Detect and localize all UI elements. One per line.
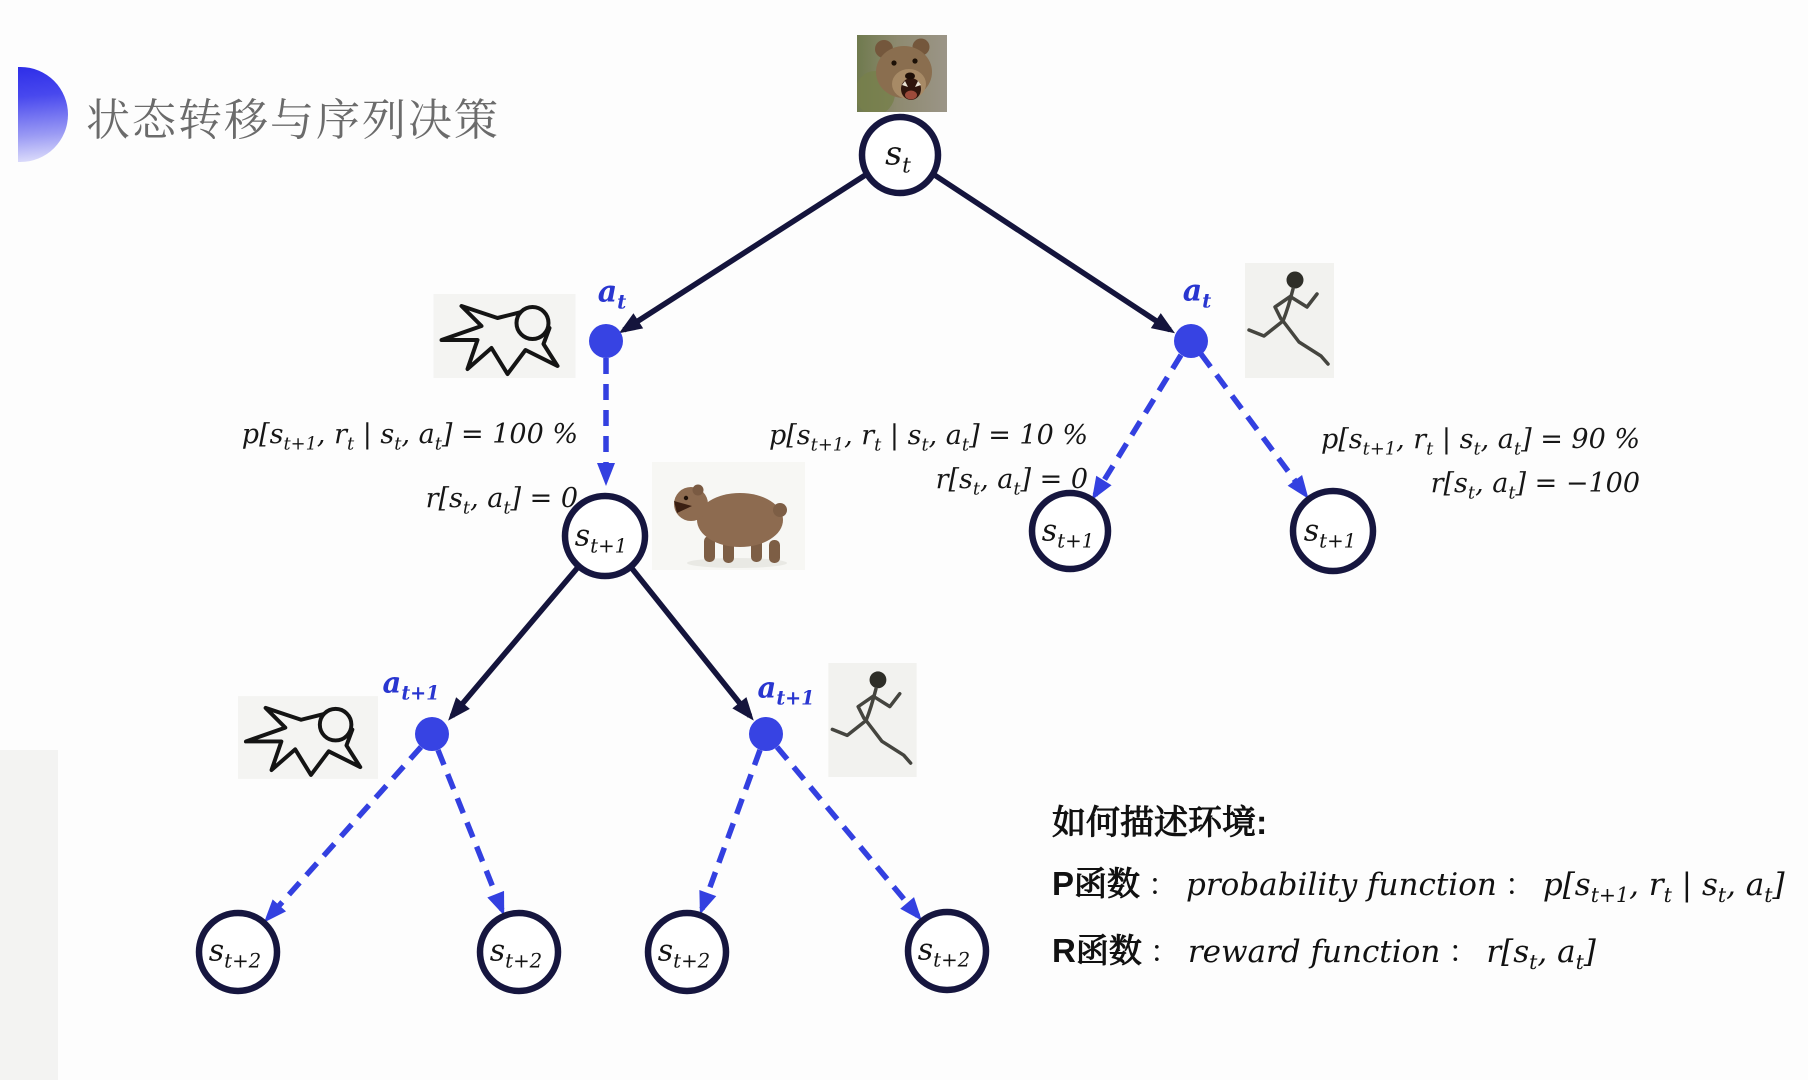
r-function-line [1052, 925, 1596, 974]
r-function-name: reward function [1187, 934, 1441, 970]
action-dot-at1-right [749, 717, 783, 751]
formula-middle-probability: $p[s_{t+1}$, $r_t$ | $s_t$, $a_t] = 10$ % [768, 420, 1088, 456]
p-function-formula: $p[s_{t+1}$, $r_t$ | $s_t$, $a_t$] [1542, 867, 1785, 908]
running-person-icon [828, 663, 917, 777]
edge-st-to-at-right [933, 174, 1170, 330]
state-label-leaf-3: $s_{t+2}$ [657, 933, 711, 973]
state-label-root: $s_t$ [885, 133, 911, 179]
walking-bear-image [652, 462, 805, 570]
state-label-branch-right: $s_{t+1}$ [1303, 513, 1357, 553]
state-label-branch-left: $s_{t+1}$ [1041, 513, 1095, 553]
action-label-at-right: $a_t$ [1182, 273, 1212, 313]
edge-at1-right-to-st2-3 [702, 750, 760, 909]
action-label-at1-right: $a_{t+1}$ [757, 670, 815, 710]
formula-left-probability: $p[s_{t+1}$, $r_t$ | $s_t$, $a_t] = 100$ % [241, 419, 578, 455]
r-function-colon: ： [1149, 935, 1180, 970]
lying-person-icon [433, 294, 576, 378]
action-dot-at-right [1174, 324, 1208, 358]
running-person-icon [1245, 263, 1334, 378]
action-label-at1-left: $a_{t+1}$ [382, 665, 440, 705]
p-function-label: P函数 [1052, 865, 1141, 902]
action-dot-at-left [589, 324, 623, 358]
edge-st-to-at-left [624, 174, 867, 330]
edge-at-right-to-st1-a [1095, 355, 1181, 495]
r-function-separator: ： [1448, 935, 1479, 970]
state-label-mid: $s_{t+1}$ [574, 518, 628, 558]
formula-right-probability: $p[s_{t+1}$, $r_t$ | $s_t$, $a_t] = 90$ % [1320, 424, 1640, 460]
p-function-name: probability function [1186, 867, 1497, 903]
roaring-bear-image [857, 35, 947, 112]
r-function-formula: $r[s_t$, $a_t$] [1486, 934, 1596, 975]
r-function-label: R函数 [1052, 932, 1142, 969]
formula-left-reward: $r[s_t$, $a_t] = 0$ [425, 483, 578, 519]
action-dot-at1-left [415, 717, 449, 751]
page-title: 状态转移与序列决策 [86, 96, 500, 145]
state-label-leaf-4: $s_{t+2}$ [917, 932, 971, 972]
edge-at1-left-to-st2-2 [438, 750, 502, 910]
formula-right-reward: $r[s_t$, $a_t] = -100$ [1430, 468, 1640, 504]
formula-middle-reward: $r[s_t$, $a_t] = 0$ [935, 464, 1088, 500]
p-function-line [1052, 858, 1785, 907]
p-function-colon: ： [1148, 868, 1179, 903]
action-label-at-left: $a_t$ [597, 274, 627, 314]
environment-heading: 如何描述环境: [1052, 804, 1268, 842]
lying-person-icon [238, 690, 378, 785]
state-label-leaf-1: $s_{t+2}$ [208, 933, 262, 973]
p-function-separator: ： [1504, 868, 1535, 903]
edge-st1-to-at1-right [630, 566, 750, 716]
edge-st1-to-at1-left [452, 566, 579, 716]
state-label-leaf-2: $s_{t+2}$ [489, 933, 543, 973]
